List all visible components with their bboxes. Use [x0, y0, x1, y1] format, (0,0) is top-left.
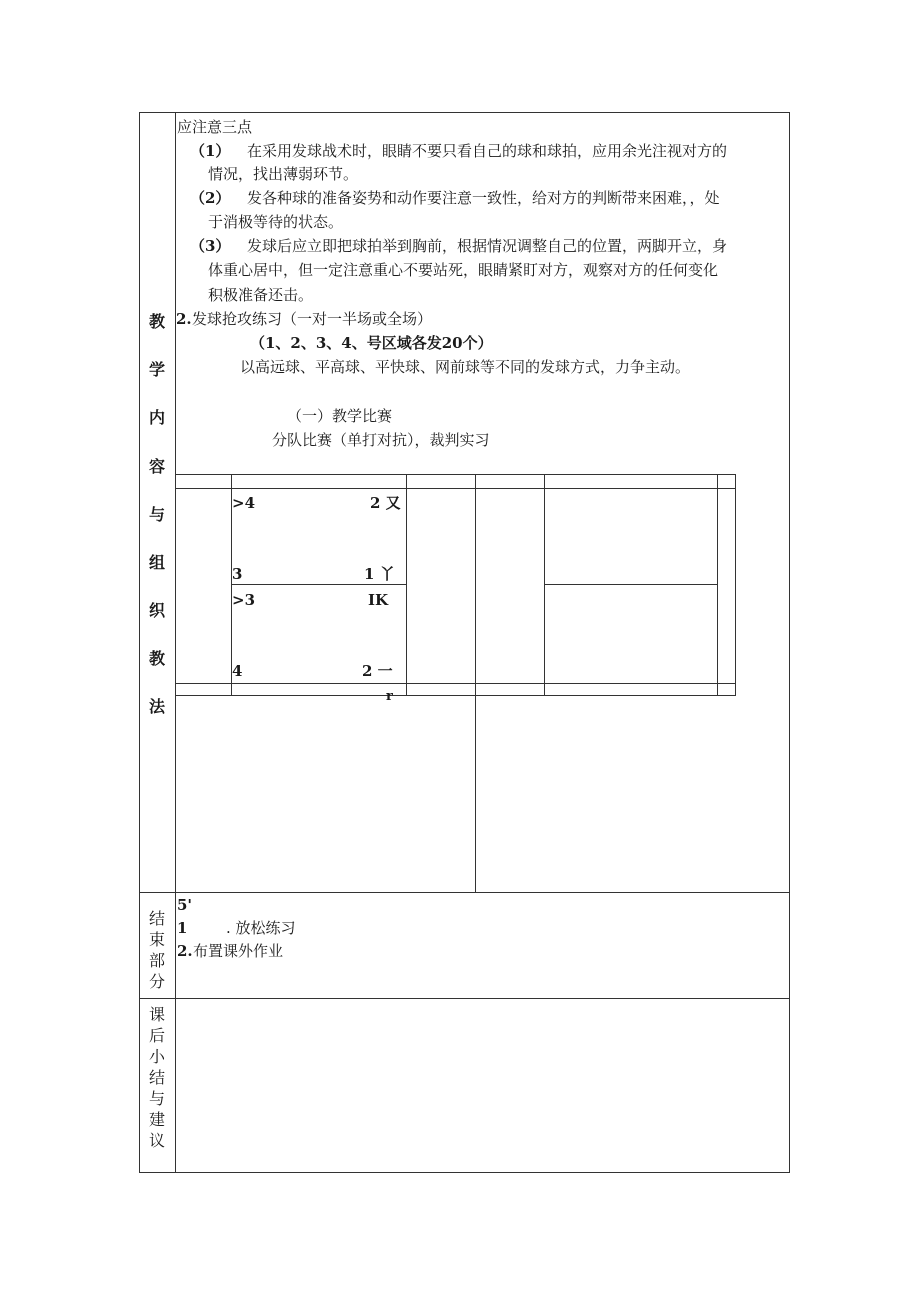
court-line — [475, 474, 476, 893]
table-bottom-border — [139, 1172, 790, 1173]
court-line — [544, 474, 545, 696]
ending-item-1-number: 1 — [177, 919, 188, 937]
ending-item-1-text: . 放松练习 — [226, 919, 296, 937]
point-2-line: 发各种球的准备姿势和动作要注意一致性，给对方的判断带来困难，，处 — [247, 189, 720, 207]
points-heading: 应注意三点 — [177, 118, 253, 136]
label-char: 建 — [148, 1110, 165, 1129]
label-char: 结 — [148, 1068, 165, 1087]
label-char: 分 — [148, 972, 165, 991]
label-char: 与 — [148, 1089, 165, 1108]
label-char: 组 — [148, 553, 165, 572]
label-char: 后 — [148, 1026, 165, 1045]
ending-section-divider — [139, 892, 790, 893]
label-char: 议 — [148, 1131, 165, 1150]
court-line — [232, 584, 407, 585]
point-3-number: （3） — [190, 237, 231, 255]
point-3-line: 体重心居中，但一定注意重心不要站死，眼睛紧盯对方，观察对方的任何变化 — [208, 261, 719, 279]
label-char: 教 — [148, 312, 165, 331]
label-char: 教 — [148, 649, 165, 668]
point-3-line: 发球后应立即把球拍举到胸前，根据情况调整自己的位置，两脚开立，身 — [247, 237, 728, 255]
drill-description: 以高远球、平高球、平快球、网前球等不同的发球方式，力争主动。 — [240, 358, 691, 376]
court-label: r — [386, 689, 393, 704]
ending-item-2-text: 布置课外作业 — [193, 942, 284, 960]
table-top-border — [139, 112, 790, 113]
court-label: IK — [368, 591, 389, 609]
court-label: 4 — [232, 662, 243, 680]
court-line — [717, 474, 718, 696]
court-label: 2 又 — [370, 494, 401, 512]
label-char: 小 — [148, 1047, 165, 1066]
label-char: 与 — [148, 505, 165, 524]
ending-item-2-number: 2. — [177, 942, 193, 960]
label-char: 课 — [148, 1005, 165, 1024]
label-char: 束 — [148, 930, 165, 949]
point-2-number: （2） — [190, 189, 231, 207]
drill-title: 发球抢攻练习（一对一半场或全场） — [192, 310, 433, 328]
label-char: 容 — [148, 457, 165, 476]
summary-content-area — [176, 999, 788, 1171]
label-char: 结 — [148, 909, 165, 928]
court-line — [406, 474, 407, 696]
point-1-line: 情况，找出薄弱环节。 — [208, 165, 359, 183]
label-char: 部 — [148, 951, 165, 970]
label-char: 学 — [148, 360, 165, 379]
ending-time: 5' — [177, 896, 193, 914]
court-label: 3 — [232, 565, 243, 583]
court-line — [176, 683, 736, 684]
table-right-border — [789, 112, 790, 1173]
point-1-number: （1） — [190, 142, 231, 160]
label-char: 法 — [148, 697, 165, 716]
court-label: 2 一 — [362, 662, 393, 680]
match-description: 分队比赛（单打对抗），裁判实习 — [272, 431, 490, 449]
court-label: >4 — [232, 494, 256, 512]
point-2-line: 于消极等待的状态。 — [208, 213, 344, 231]
label-char: 织 — [148, 601, 165, 620]
court-line — [176, 695, 736, 696]
match-title: （一）教学比赛 — [287, 407, 393, 425]
point-3-line: 积极准备还击。 — [208, 286, 314, 304]
label-char: 内 — [148, 408, 165, 427]
court-line — [545, 584, 717, 585]
court-line — [735, 474, 736, 696]
drill-number: 2. — [176, 310, 192, 328]
court-line — [176, 474, 736, 475]
court-label: >3 — [232, 591, 256, 609]
court-label: 1 丫 — [364, 565, 395, 583]
table-left-border — [139, 112, 140, 1173]
court-line — [176, 488, 736, 489]
drill-areas: （1、2、3、4、号区域各发20个） — [250, 334, 493, 352]
point-1-line: 在采用发球战术时，眼睛不要只看自己的球和球拍，应用余光注视对方的 — [247, 142, 728, 160]
